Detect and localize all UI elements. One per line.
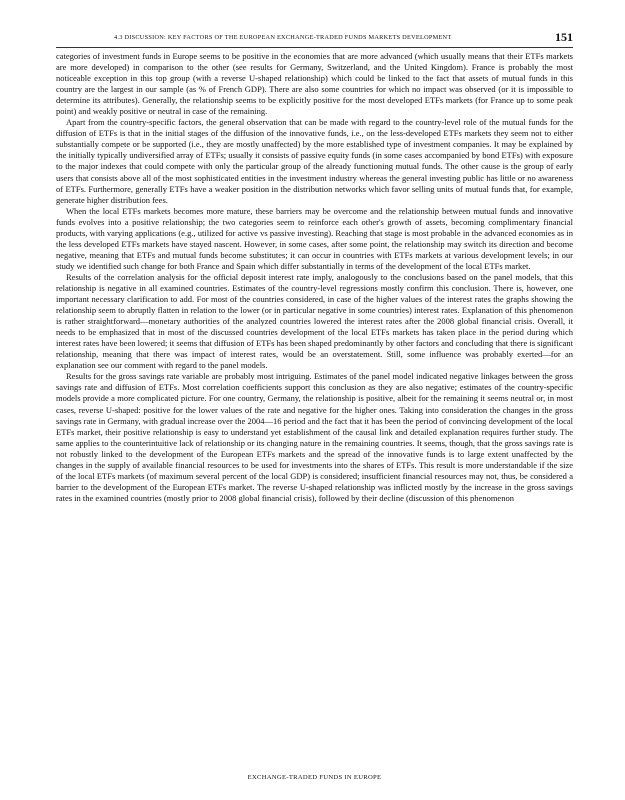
paragraph: When the local ETFs markets becomes more mature, these barriers may be overcome and the relationship between mutual funds and innovative funds evolves into a positive relationship; the two categories seem to reinforce each other's growth of assets, becoming complimentary financial products, with varying applications (e.g., utilized for active vs passive investing). Reaching that stage is most probable in the advanced economies as in the less developed ETFs markets have stayed nascent. However, in some cases, after some point, the relationship may switch its direction and become negative, meaning that ETFs and mutual funds become substitutes; it can occur in countries with ETFs markets at various development levels; in our study we identified such change for both France and Spain which differ substantially in terms of the development of the local ETFs market. xyxy=(56,205,573,271)
body-text xyxy=(56,51,573,763)
paragraph-continued: categories of investment funds in Europe seems to be positive in the economies that are more advanced (which usually means that their ETFs markets are more developed) in comparison to the other (see results for Germany, Switzerland, and the United Kingdom). France is probably the most noticeable exception in this top group (with a reverse U-shaped relationship) which could be linked to the fact that assets of mutual funds in this country are the largest in our sample (as % of French GDP). There are also some countries for which no impact was observed (or it is impossible to determine its attributes). Generally, the relationship seems to be explicitly positive for the most developed ETFs markets (for France up to some peak point) and weakly positive or neutral in case of the remaining. xyxy=(56,51,573,117)
running-head xyxy=(56,31,573,48)
paragraph: Results of the correlation analysis for the official deposit interest rate imply, analogously to the conclusions based on the panel models, that this relationship is negative in all examined countries. Estimates of the country-level regressions mostly confirm this conclusion. There is, however, one important necessary clarification to add. For most of the countries considered, in case of the higher values of the interest rates the graphs showing the relationship seem to abruptly flatten in relation to the lower (or in particular negative in some countries) interest rates. Explanation of this phenomenon is rather straightforward—monetary authorities of the analyzed countries lowered the interest rates after the 2008 global financial crisis. Overall, it needs to be emphasized that in most of the discussed countries development of the local ETFs markets has taken place in the period during which interest rates have been lowered; it seems that diffusion of ETFs has been shaped predominantly by other factors and concluding that there is significant relationship, meaning that there was impact of interest rates, would be an overstatement. Still, some influence was probably exerted—for an explanation see our comment with regard to the panel models. xyxy=(56,271,573,371)
paragraph: Apart from the country-specific factors, the general observation that can be made with regard to the country-level role of the mutual funds for the diffusion of ETFs is that in the initial stages of the diffusion of the innovative funds, i.e., on the less-developed ETFs markets they seem not to either substantially compete or be supported (i.e., they are mostly unaffected) by the more established type of investment companies. It may be explained by the initially typically undiversified array of ETFs; usually it consists of passive equity funds (in some cases accompanied by bond ETFs) with exposure to the major indexes that could compete with only the particular group of the already functioning mutual funds. The other cause is the group of early users that consists above all of the most sophisticated entities in the investment industry whereas the general investing public has little or no awareness of ETFs. Furthermore, generally ETFs have a weaker position in the distribution networks which favor selling units of mutual funds that, for example, generate higher distribution fees. xyxy=(56,117,573,205)
paragraph: Results for the gross savings rate variable are probably most intriguing. Estimates of the panel model indicated negative linkages between the gross savings rate and diffusion of ETFs. Most correlation coefficients support this conclusion as they are also negative; estimates of the country-specific models provide a more complicated picture. For one country, Germany, the relationship is positive, albeit for the remaining it seems neutral or, in most cases, reverse U-shaped: positive for the lower values of the rate and negative for the higher ones. Taking into consideration the changes in the gross savings rate in Germany, with gradual increase over the 2004—16 period and the fact that it has been the period of convincing development of the local ETFs market, their positive relationship is easy to understand yet establishment of the causal link and detailed explanation requires further study. The same applies to the counterintuitive lack of relationship or its changing nature in the remaining countries. It seems, though, that the gross savings rate is not robustly linked to the development of the European ETFs markets and the spread of the innovative funds is to large extent unaffected by the changes in the supply of available financial resources to be used for investments into the shares of ETFs. This result is more understandable if the size of the local ETFs markets (of maximum several percent of the local GDP) is considered; insufficient financial resources may not, thus, be considered a barrier to the development of the European ETFs market. The reverse U-shaped relationship was inflicted mostly by the increase in the gross savings rates in the examined countries (mostly prior to 2008 global financial crisis), followed by their decline (discussion of this phenomenon xyxy=(56,371,573,503)
page-number: 151 xyxy=(555,30,573,44)
section-title: 4.3 DISCUSSION: KEY FACTORS OF THE EUROPEAN EXCHANGE-TRADED FUNDS MARKETS DEVELOPMENT xyxy=(114,34,452,41)
running-foot: EXCHANGE-TRADED FUNDS IN EUROPE xyxy=(247,774,382,781)
